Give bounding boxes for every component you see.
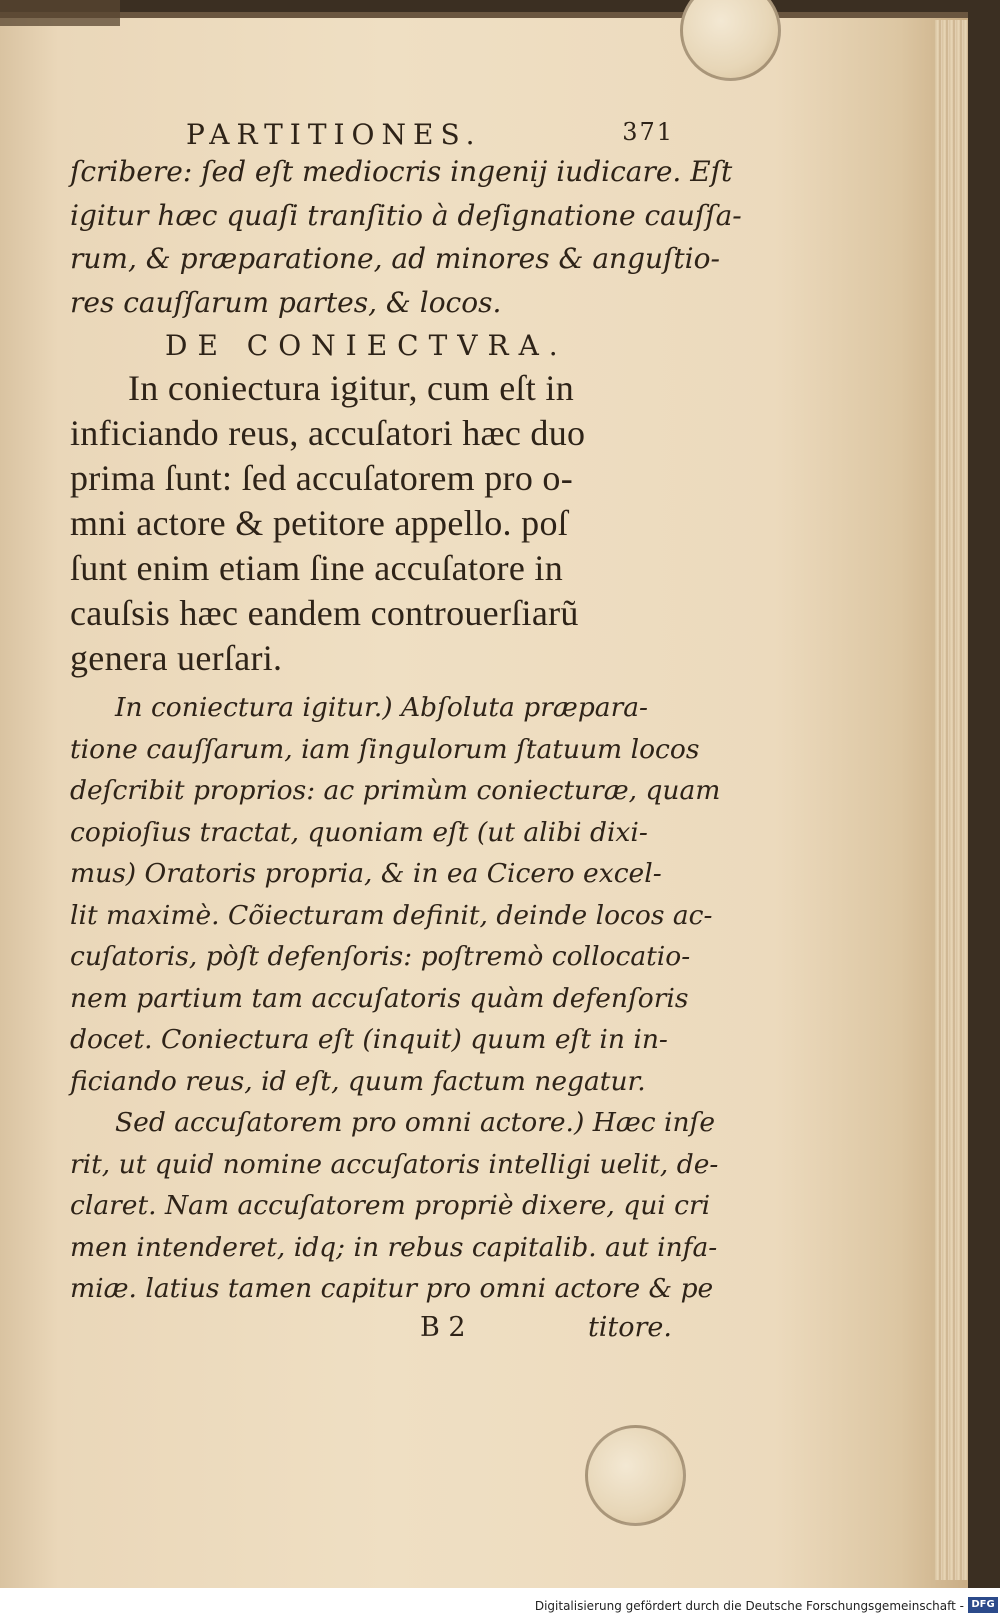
signature-mark: B 2 bbox=[420, 1311, 466, 1343]
section-heading: DE CONIECTVRA. bbox=[165, 329, 568, 362]
funding-credit: Digitalisierung gefördert durch die Deutsche Forschungsgemeinschaft - bbox=[534, 1599, 964, 1613]
text-line: genera uerſari. bbox=[70, 638, 283, 678]
text-line: ſcribere: ſed eſt mediocris ingenij iudicare. Eſt bbox=[70, 155, 733, 188]
text-line: ficiando reus, id eſt, quum factum negatur. bbox=[70, 1065, 646, 1097]
text-line: docet. Coniectura eſt (inquit) quum eſt in in- bbox=[70, 1024, 668, 1055]
corner-stain bbox=[0, 0, 120, 26]
commentary-2 bbox=[70, 1102, 719, 1310]
text-line: claret. Nam accuſatorem propriè dixere, qui cri bbox=[70, 1190, 711, 1221]
text-line: tione cauſſarum, iam ſingulorum ſtatuum locos bbox=[70, 733, 700, 765]
page-number: 371 bbox=[622, 118, 674, 146]
text-line: mus) Oratoris propria, & in ea Cicero excel- bbox=[70, 858, 662, 889]
text-line: prima ſunt: ſed accuſatorem pro o- bbox=[70, 458, 574, 498]
text-line: Sed accuſatorem pro omni actore.) Hæc inſe bbox=[115, 1107, 716, 1138]
text-line: igitur hæc quaſi tranſitio à deſignatione cauſſa- bbox=[70, 198, 742, 232]
dfg-logo: DFG bbox=[968, 1597, 998, 1613]
text-line: In coniectura igitur, cum eſt in bbox=[128, 368, 575, 408]
text-line: nem partium tam accuſatoris quàm defenſoris bbox=[70, 982, 689, 1014]
page-edges bbox=[935, 20, 968, 1580]
text-line: In coniectura igitur.) Abſoluta præpara- bbox=[115, 692, 649, 723]
catchword: titore. bbox=[587, 1311, 672, 1343]
text-line: miæ. latius tamen capitur pro omni actore & pe bbox=[70, 1273, 714, 1304]
text-line: deſcribit proprios: ac primùm coniecturæ, quam bbox=[70, 775, 721, 806]
page-footer bbox=[70, 1312, 680, 1352]
commentary-1 bbox=[70, 687, 721, 1102]
text-line: lit maximè. Cõiecturam definit, deinde locos ac- bbox=[70, 899, 713, 931]
clip-bottom bbox=[585, 1425, 686, 1526]
text-line: cuſatoris, pòſt defenſoris: poſtremò collocatio- bbox=[70, 941, 691, 972]
text-line: inficiando reus, accuſatori hæc duo bbox=[70, 413, 586, 453]
text-line: rum, & præparatione, ad minores & anguſtio- bbox=[70, 242, 720, 275]
text-line: cauſsis hæc eandem controuerſiarũ bbox=[70, 593, 579, 633]
page-text bbox=[70, 110, 742, 1352]
running-head bbox=[70, 110, 680, 150]
main-text bbox=[70, 366, 680, 681]
running-title: PARTITIONES. bbox=[186, 118, 482, 151]
text-line: ſunt enim etiam ſine accuſatore in bbox=[70, 548, 564, 588]
text-line: mni actore & petitore appello. poſ bbox=[70, 503, 569, 543]
text-line: copioſius tractat, quoniam eſt (ut alibi dixi- bbox=[70, 816, 648, 848]
text-line: rit, ut quid nomine accuſatoris intelligi uelit, de- bbox=[70, 1148, 719, 1180]
top-paragraph bbox=[70, 150, 742, 324]
text-line: men intenderet, idq; in rebus capitalib. aut infa- bbox=[70, 1231, 718, 1263]
text-line: res cauſſarum partes, & locos. bbox=[70, 285, 502, 319]
